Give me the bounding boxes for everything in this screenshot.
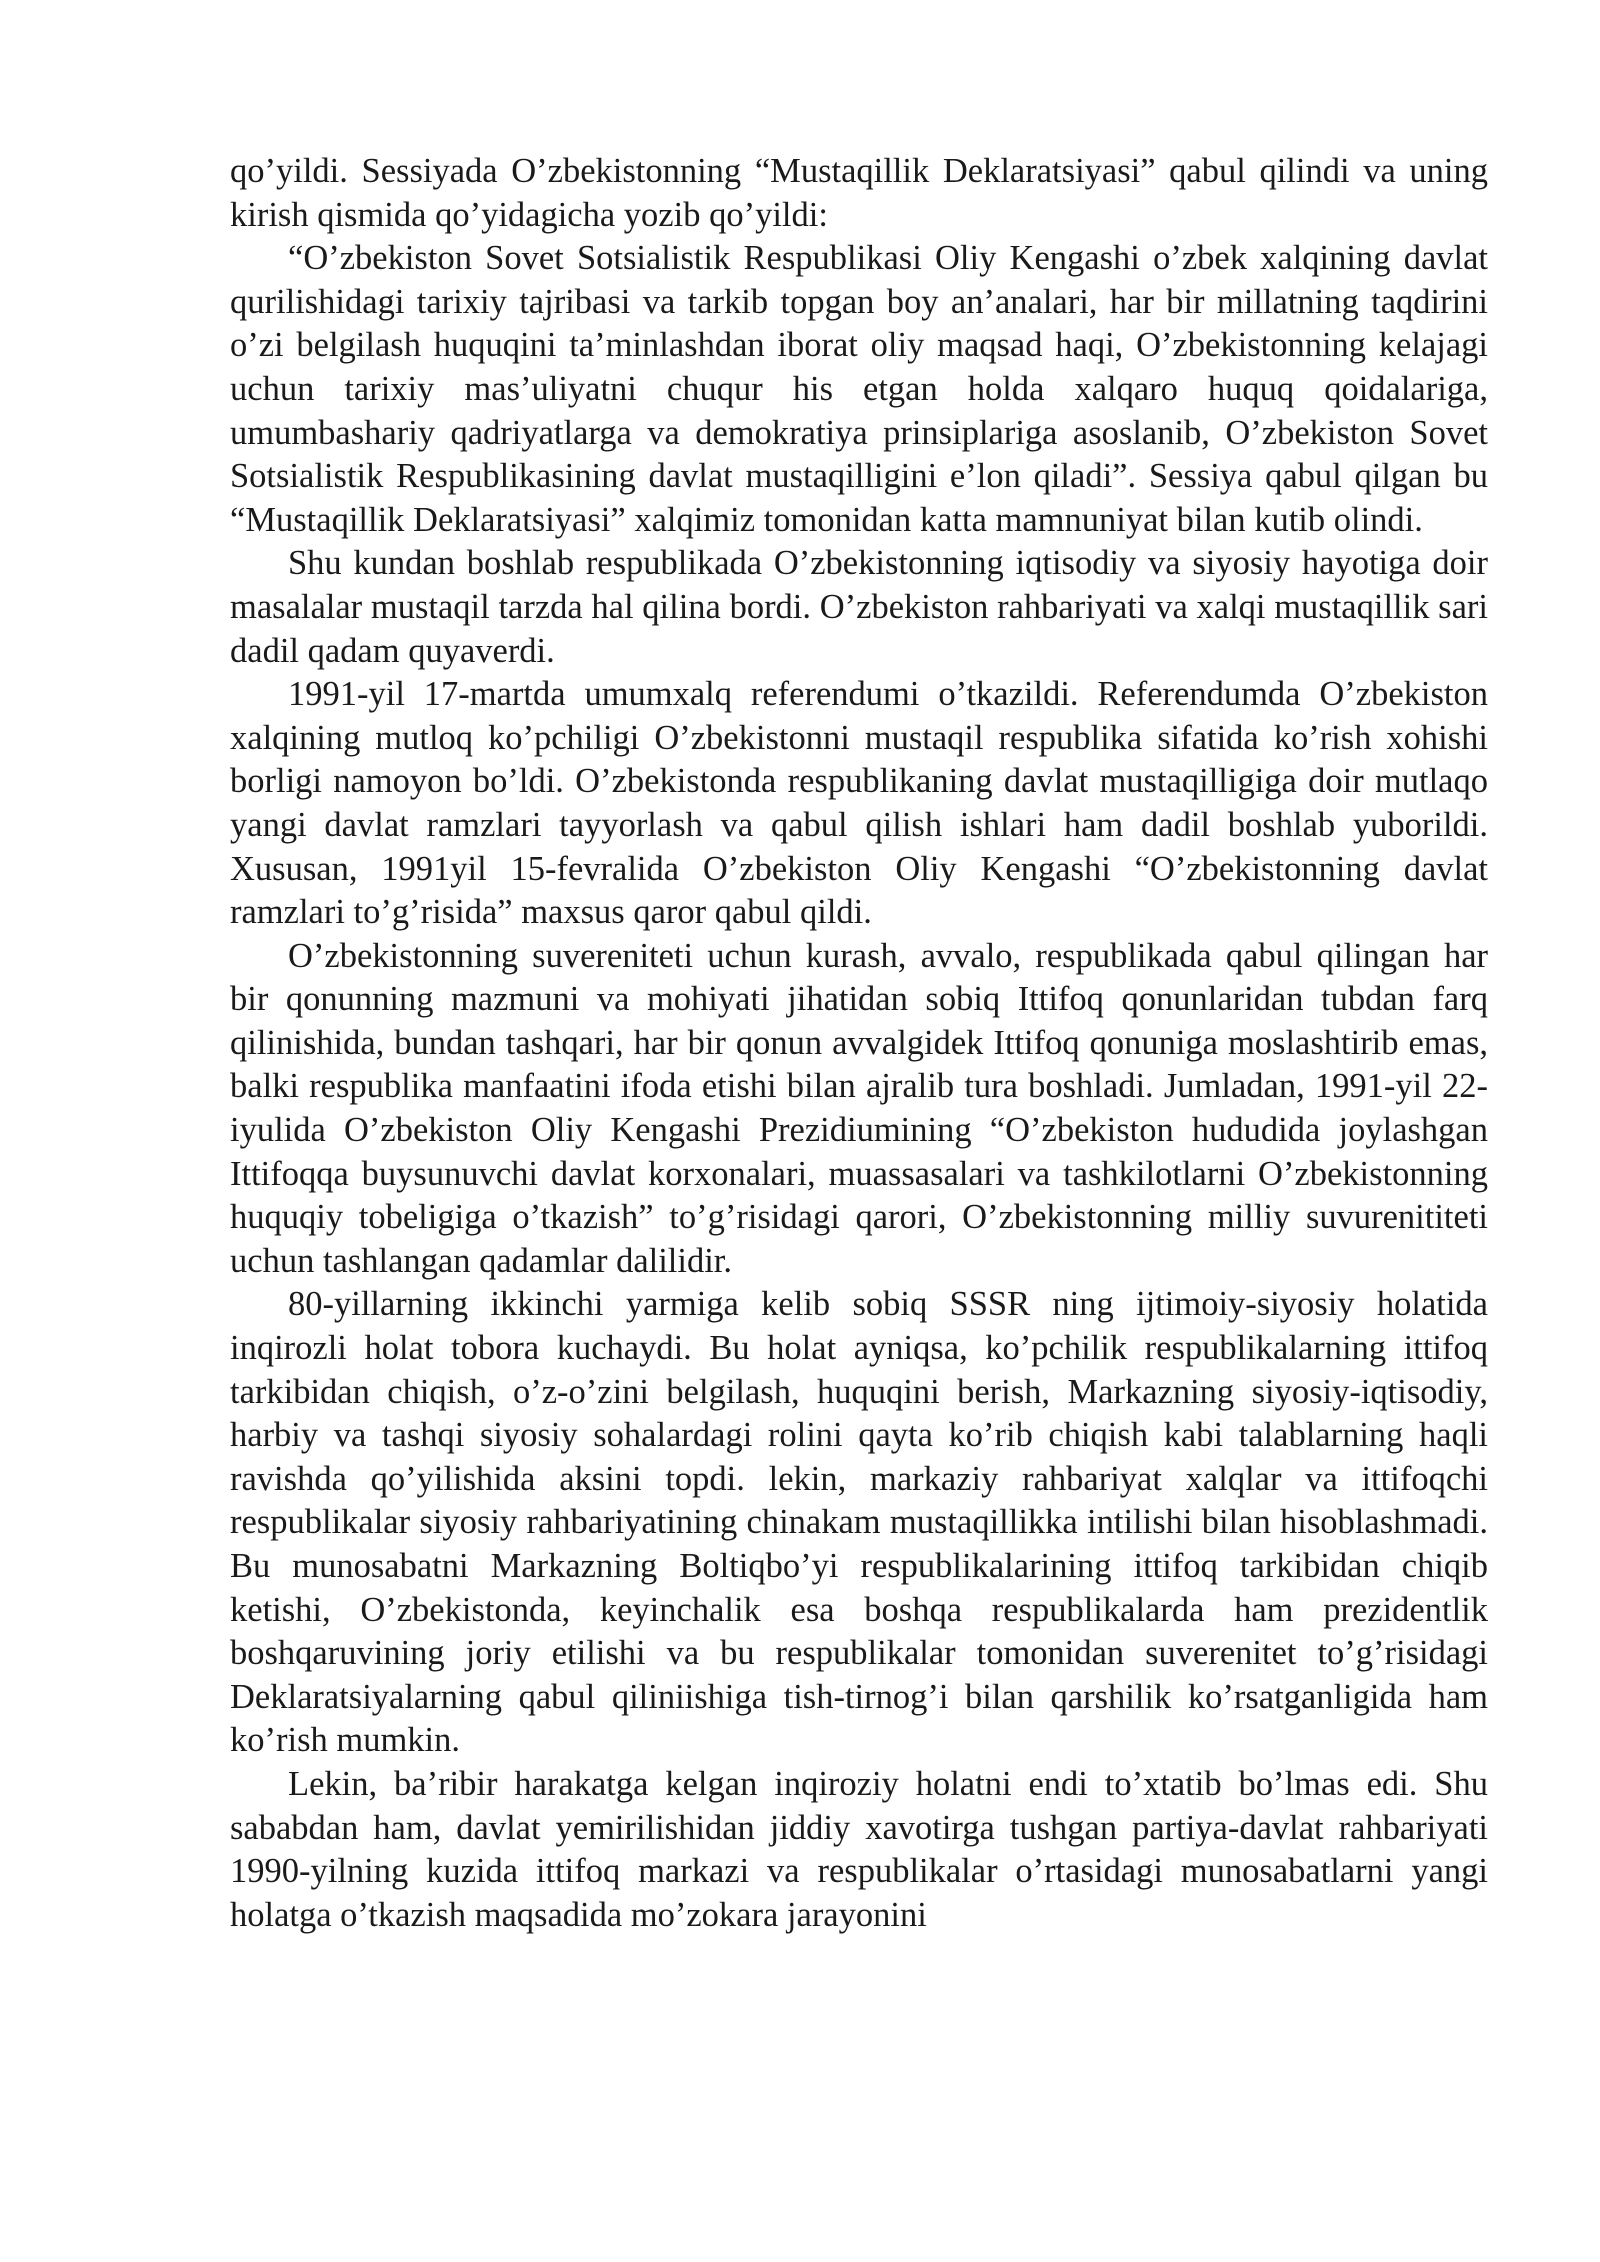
paragraph-sovereignty: O’zbekistonning suvereniteti uchun kurash, avvalo, respublikada qabul qilingan har bir qonunning mazmuni va mohiyati jihatidan sobiq Ittifoq qonunlaridan tubdan farq qilinishida, bundan tashqari, har bir qonun avvalgidek Ittifoq qonuniga moslashtirib emas, balki respublika manfaatini ifoda etishi bilan ajralib tura boshladi. Jumladan, 1991-yil 22-iyulida O’zbekiston Oliy Kengashi Prezidiumining “O’zbekiston hududida joylashgan Ittifoqqa buysunuvchi davlat korxonalari, muassasalari va tashkilotlarni O’zbekistonning huquqiy tobeligiga o’tkazish” to’g’risidagi qarori, O’zbekistonning milliy suvurenititeti uchun tashlangan qadamlar dalilidir. <box>230 936 1488 1280</box>
paragraph-crisis: 80-yillarning ikkinchi yarmiga kelib sobiq SSSR ning ijtimoiy-siyosiy holatida inqirozli holat tobora kuchaydi. Bu holat ayniqsa, ko’pchilik respublikalarning ittifoq tarkibidan chiqish, o’z-o’zini belgilash, huquqini berish, Markazning siyosiy-iqtisodiy, harbiy va tashqi siyosiy sohalardagi rolini qayta ko’rib chiqish kabi talablarning haqli ravishda qo’yilishida aksini topdi. lekin, markaziy rahbariyat xalqlar va ittifoqchi respublikalar siyosiy rahbariyatining chinakam mustaqillikka intilishi bilan hisoblashmadi. Bu munosabatni Markazning Boltiqbo’yi respublikalarining ittifoq tarkibidan chiqib ketishi, O’zbekistonda, keyinchalik esa boshqa respublikalarda ham prezidentlik boshqaruvining joriy etilishi va bu respublikalar tomonidan suverenitet to’g’risidagi Deklaratsiyalarning qabul qiliniishiga tish-tirnog’i bilan qarshilik ko’rsatganligida ham ko’rish mumkin. <box>230 1285 1488 1760</box>
paragraph-declaration-quote: “O’zbekiston Sovet Sotsialistik Respublikasi Oliy Kengashi o’zbek xalqining davlat qurilishidagi tarixiy tajribasi va tarkib topgan boy an’analari, har bir millatning taqdirini o’zi belgilash huquqini ta’minlashdan iborat oliy maqsad haqi, O’zbekistonning kelajagi uchun tarixiy mas’uliyatni chuqur his etgan holda xalqaro huquq qoidalariga, umumbashariy qadriyatlarga va demokratiya prinsiplariga asoslanib, O’zbekiston Sovet Sotsialistik Respublikasining davlat mustaqilligini e’lon qiladi”. Sessiya qabul qilgan bu “Mustaqillik Deklaratsiyasi” xalqimiz tomonidan katta mamnuniyat bilan kutib olindi. <box>230 239 1488 539</box>
paragraph-continuation: qo’yildi. Sessiyada O’zbekistonning “Mustaqillik Deklaratsiyasi” qabul qilindi va uning kirish qismida qo’yidagicha yozib qo’yildi: <box>230 152 1488 234</box>
paragraph-referendum: 1991-yil 17-martda umumxalq referendumi o’tkazildi. Referendumda O’zbekiston xalqining mutloq ko’pchiligi O’zbekistonni mustaqil respublika sifatida ko’rish xohishi borligi namoyon bo’ldi. O’zbekistonda respublikaning davlat mustaqilligiga doir mutlaqo yangi davlat ramzlari tayyorlash va qabul qilish ishlari ham dadil boshlab yuborildi. Xususan, 1991yil 15-fevralida O’zbekiston Oliy Kengashi “O’zbekistonning davlat ramzlari to’g’risida” maxsus qaror qabul qildi. <box>230 675 1488 932</box>
paragraph-independent-decisions: Shu kundan boshlab respublikada O’zbekistonning iqtisodiy va siyosiy hayotiga doir masalalar mustaqil tarzda hal qilina bordi. O’zbekiston rahbariyati va xalqi mustaqillik sari dadil qadam quyaverdi. <box>230 544 1488 670</box>
document-page <box>230 150 1488 1937</box>
paragraph-negotiations: Lekin, ba’ribir harakatga kelgan inqiroziy holatni endi to’xtatib bo’lmas edi. Shu sababdan ham, davlat yemirilishidan jiddiy xavotirga tushgan partiya-davlat rahbariyati 1990-yilning kuzida ittifoq markazi va respublikalar o’rtasidagi munosabatlarni yangi holatga o’tkazish maqsadida mo’zokara jarayonini <box>230 1764 1488 1934</box>
